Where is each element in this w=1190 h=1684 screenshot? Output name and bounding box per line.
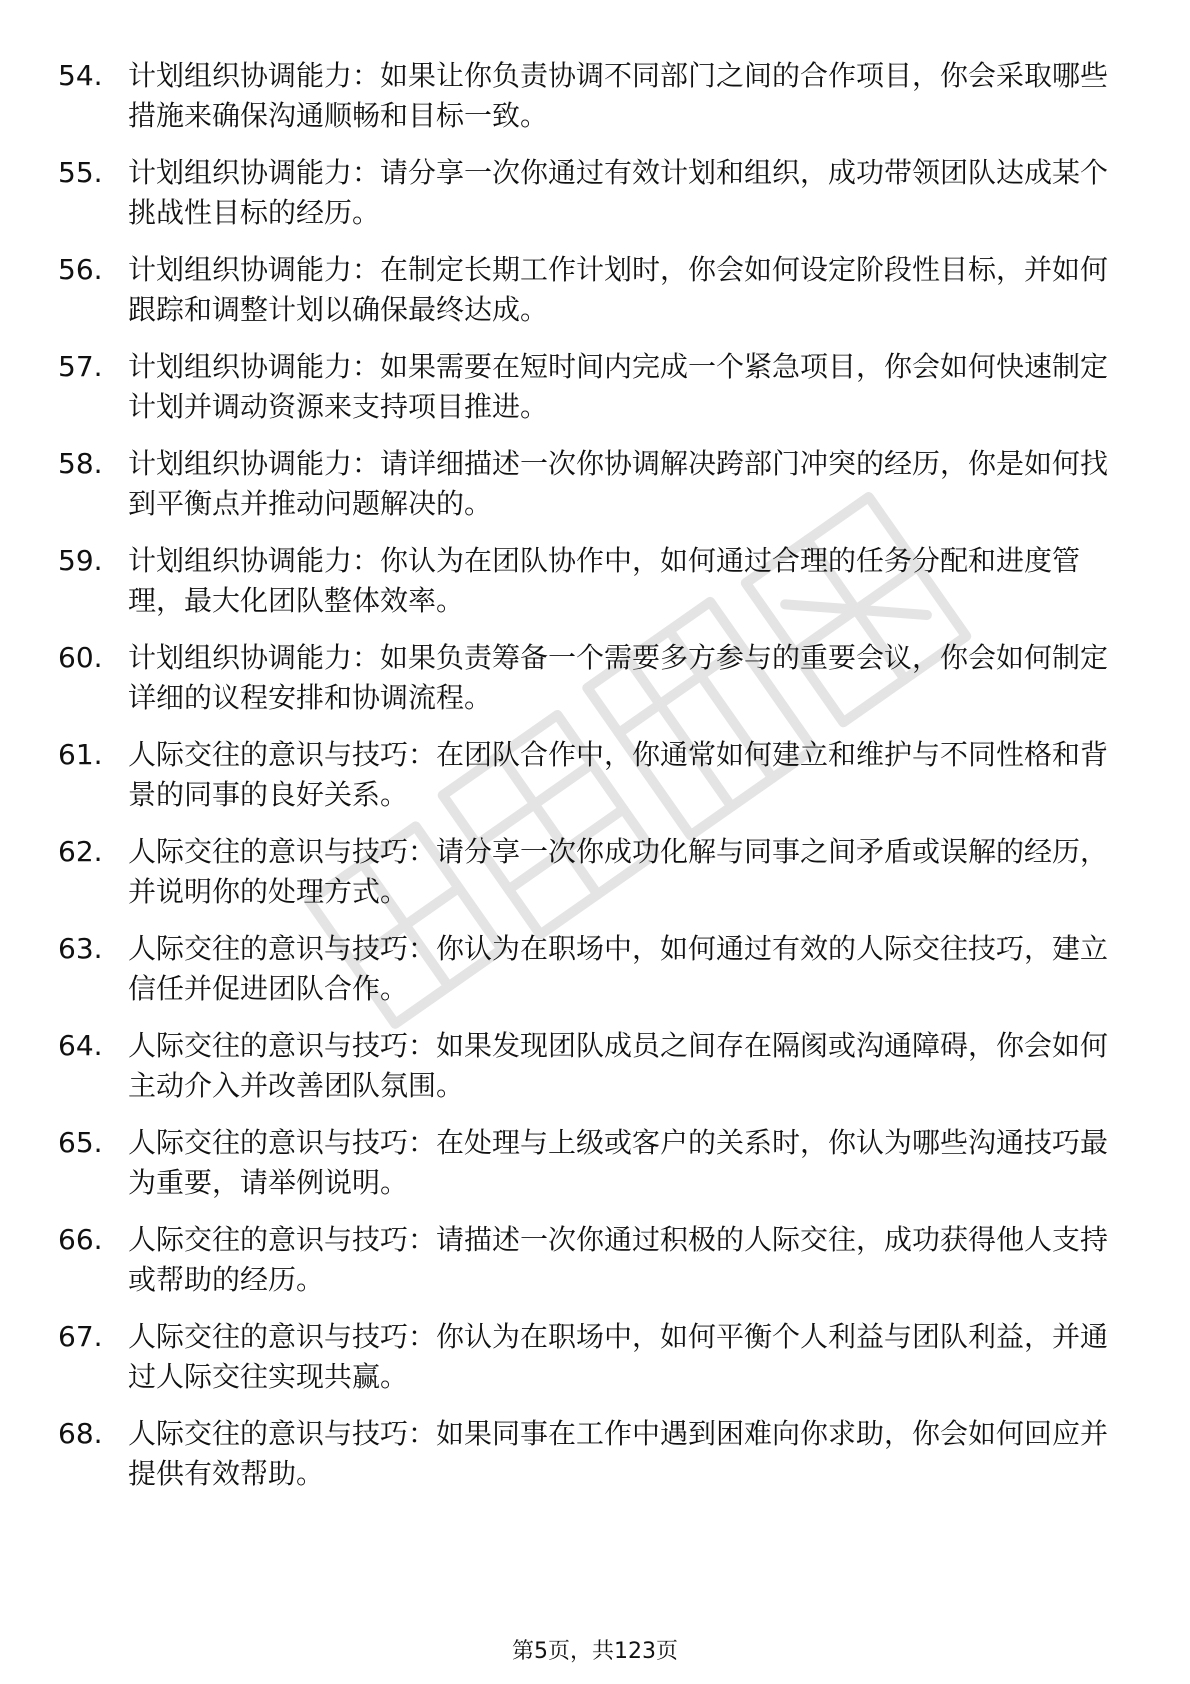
question-list xyxy=(58,56,1108,1511)
question-number: 60. xyxy=(58,641,103,674)
list-item xyxy=(58,541,1108,638)
list-item xyxy=(58,1317,1108,1414)
question-text: 计划组织协调能力：你认为在团队协作中，如何通过合理的任务分配和进度管理，最大化团队整体效率。 xyxy=(128,544,1081,617)
question-text: 人际交往的意识与技巧：在处理与上级或客户的关系时，你认为哪些沟通技巧最为重要，请举例说明。 xyxy=(128,1126,1109,1199)
list-item xyxy=(58,250,1108,347)
question-number: 66. xyxy=(58,1223,103,1256)
question-text: 计划组织协调能力：如果需要在短时间内完成一个紧急项目，你会如何快速制定计划并调动资源来支持项目推进。 xyxy=(128,350,1109,423)
list-item xyxy=(58,153,1108,250)
question-text: 人际交往的意识与技巧：你认为在职场中，如何通过有效的人际交往技巧，建立信任并促进团队合作。 xyxy=(128,932,1109,1005)
question-number: 61. xyxy=(58,738,103,771)
question-number: 56. xyxy=(58,253,103,286)
question-text: 人际交往的意识与技巧：请分享一次你成功化解与同事之间矛盾或误解的经历，并说明你的处理方式。 xyxy=(128,835,1109,908)
question-text: 计划组织协调能力：在制定长期工作计划时，你会如何设定阶段性目标，并如何跟踪和调整计划以确保最终达成。 xyxy=(128,253,1109,326)
question-text: 人际交往的意识与技巧：如果发现团队成员之间存在隔阂或沟通障碍，你会如何主动介入并改善团队氛围。 xyxy=(128,1029,1109,1102)
question-number: 59. xyxy=(58,544,103,577)
question-number: 64. xyxy=(58,1029,103,1062)
question-number: 58. xyxy=(58,447,103,480)
question-number: 65. xyxy=(58,1126,103,1159)
list-item xyxy=(58,56,1108,153)
list-item xyxy=(58,1026,1108,1123)
question-text: 计划组织协调能力：如果让你负责协调不同部门之间的合作项目，你会采取哪些措施来确保沟通顺畅和目标一致。 xyxy=(128,59,1109,132)
page-number-label: 第5页，共123页 xyxy=(512,1639,678,1664)
list-item xyxy=(58,1123,1108,1220)
list-item xyxy=(58,444,1108,541)
list-item xyxy=(58,1414,1108,1511)
question-number: 54. xyxy=(58,59,103,92)
list-item xyxy=(58,638,1108,735)
question-number: 62. xyxy=(58,835,103,868)
question-text: 人际交往的意识与技巧：请描述一次你通过积极的人际交往，成功获得他人支持或帮助的经历。 xyxy=(128,1223,1109,1296)
question-text: 计划组织协调能力：请详细描述一次你协调解决跨部门冲突的经历，你是如何找到平衡点并推动问题解决的。 xyxy=(128,447,1109,520)
question-text: 人际交往的意识与技巧：在团队合作中，你通常如何建立和维护与不同性格和背景的同事的良好关系。 xyxy=(128,738,1109,811)
question-number: 57. xyxy=(58,350,103,383)
question-text: 人际交往的意识与技巧：如果同事在工作中遇到困难向你求助，你会如何回应并提供有效帮助。 xyxy=(128,1417,1109,1490)
question-text: 计划组织协调能力：请分享一次你通过有效计划和组织，成功带领团队达成某个挑战性目标的经历。 xyxy=(128,156,1109,229)
list-item xyxy=(58,929,1108,1026)
list-item xyxy=(58,832,1108,929)
question-text: 计划组织协调能力：如果负责筹备一个需要多方参与的重要会议，你会如何制定详细的议程安排和协调流程。 xyxy=(128,641,1109,714)
list-item xyxy=(58,1220,1108,1317)
question-number: 55. xyxy=(58,156,103,189)
list-item xyxy=(58,735,1108,832)
page-footer xyxy=(0,1637,1190,1667)
question-number: 67. xyxy=(58,1320,103,1353)
question-number: 63. xyxy=(58,932,103,965)
list-item xyxy=(58,347,1108,444)
question-number: 68. xyxy=(58,1417,103,1450)
question-text: 人际交往的意识与技巧：你认为在职场中，如何平衡个人利益与团队利益，并通过人际交往实现共赢。 xyxy=(128,1320,1109,1393)
